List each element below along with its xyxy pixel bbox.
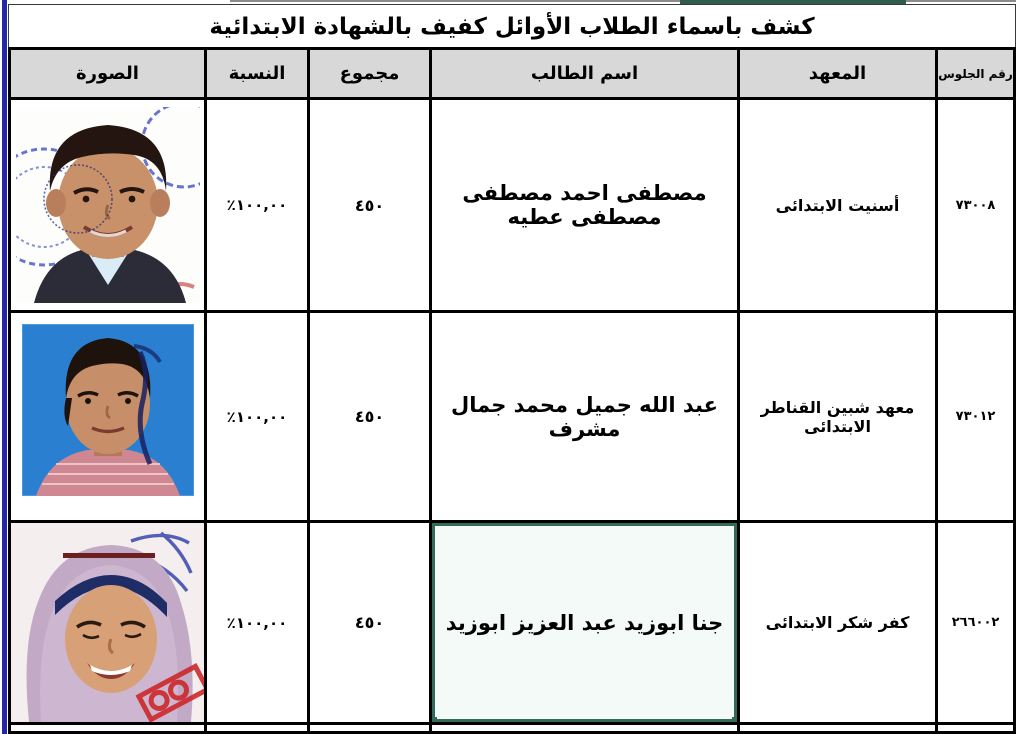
student-photo-cell (11, 523, 204, 722)
seat-number: ٧٣٠١٢ (938, 313, 1013, 520)
student-name: عبد الله جميل محمد جمال مشرف (432, 313, 737, 520)
partial-row-cell (207, 725, 307, 731)
col-header-percentage: النسبة (207, 50, 307, 97)
col-header-photo: الصورة (11, 50, 204, 97)
page-edge-line (2, 0, 7, 734)
percentage: ٪١٠٠,٠٠ (207, 313, 307, 520)
institute-name: كفر شكر الابتدائى (740, 523, 935, 722)
partial-row-cell (310, 725, 429, 731)
col-header-institute: المعهد (740, 50, 935, 97)
student-photo-cell (11, 100, 204, 310)
col-header-seat-number: رقم الجلوس (938, 50, 1013, 97)
percentage: ٪١٠٠,٠٠ (207, 523, 307, 722)
total-score: ٤٥٠ (310, 523, 429, 722)
student-photo-boy (16, 107, 200, 303)
institute-name: أسنيت الابتدائى (740, 100, 935, 310)
partial-row-cell (740, 725, 935, 731)
seat-number: ٢٦٦٠٠٢ (938, 523, 1013, 722)
partial-row-cell (938, 725, 1013, 731)
partial-row-cell (432, 725, 737, 731)
students-table (8, 47, 1016, 734)
student-photo-girl-hijab (11, 523, 204, 722)
student-photo-girl-blue (22, 324, 194, 496)
institute-name: معهد شبين القناطر الابتدائى (740, 313, 935, 520)
percentage: ٪١٠٠,٠٠ (207, 100, 307, 310)
partial-row-cell (11, 725, 204, 731)
student-name: مصطفى احمد مصطفى مصطفى عطيه (432, 100, 737, 310)
student-name-selected-cell[interactable]: جنا ابوزيد عبد العزيز ابوزيد (432, 523, 737, 722)
student-photo-cell (11, 313, 204, 520)
total-score: ٤٥٠ (310, 100, 429, 310)
seat-number: ٧٣٠٠٨ (938, 100, 1013, 310)
col-header-student-name: اسم الطالب (432, 50, 737, 97)
total-score: ٤٥٠ (310, 313, 429, 520)
page-title: كشف باسماء الطلاب الأوائل كفيف بالشهادة الابتدائية (8, 4, 1016, 48)
col-header-total: مجموع (310, 50, 429, 97)
